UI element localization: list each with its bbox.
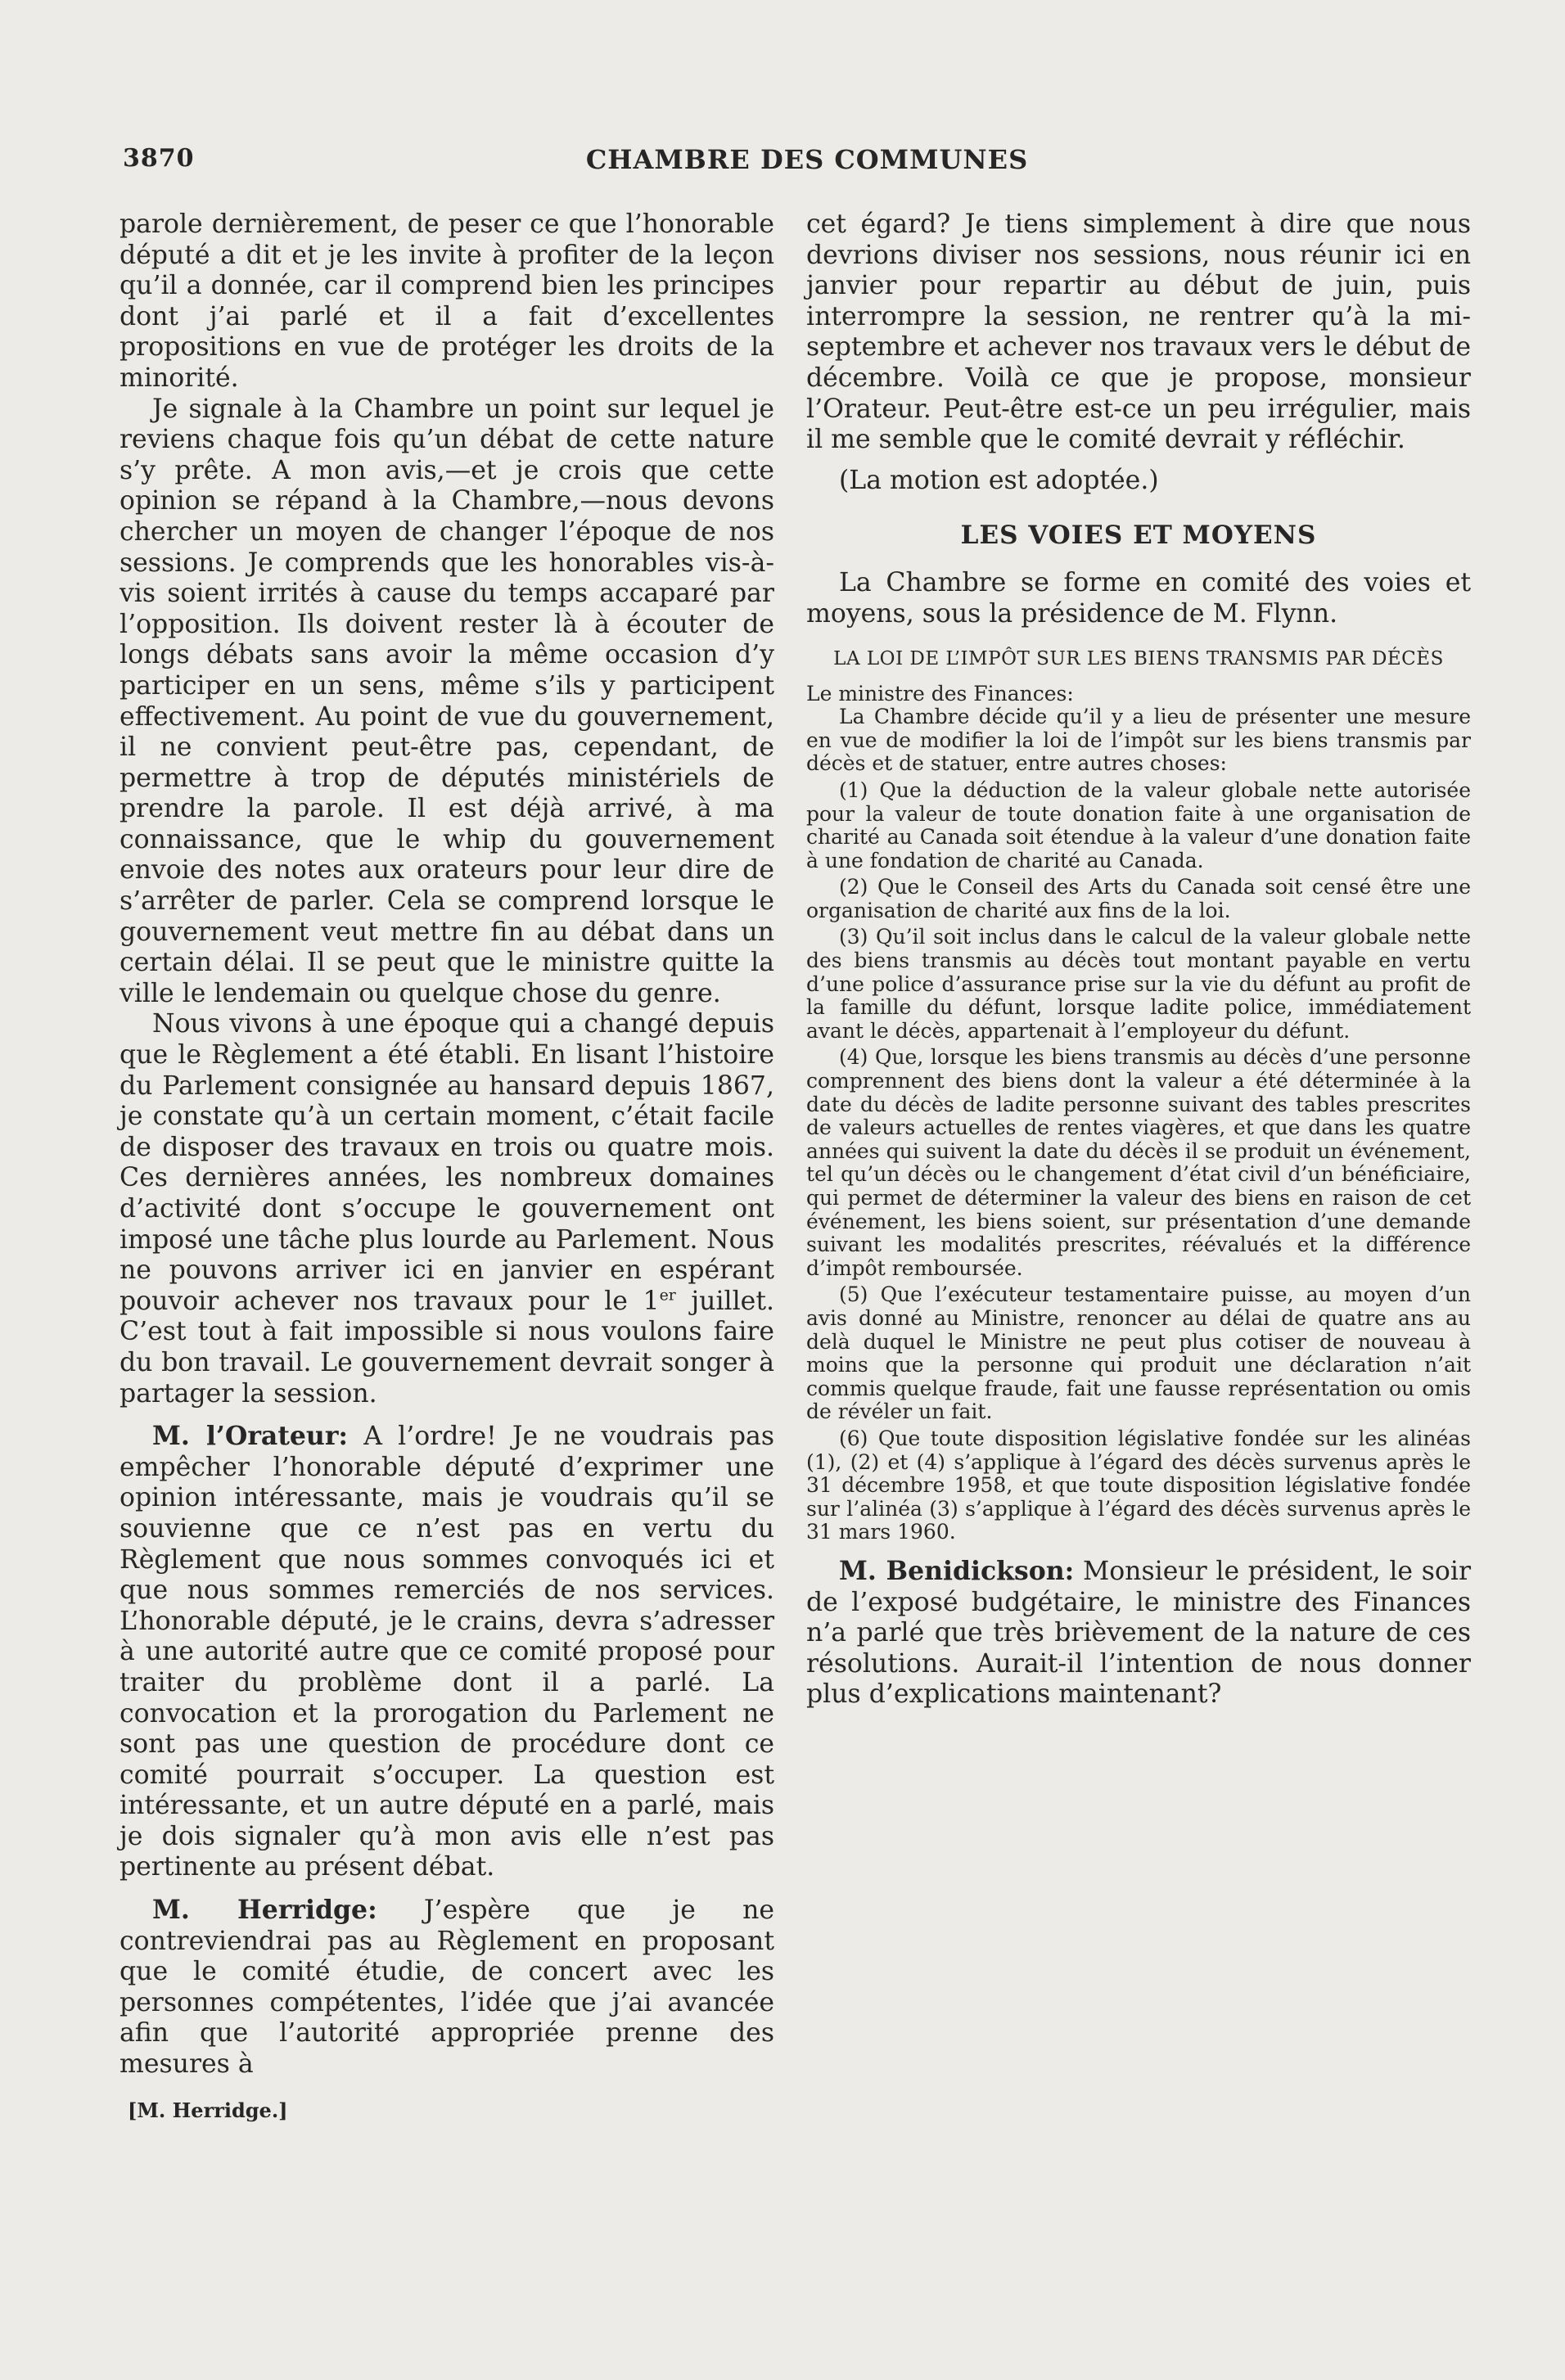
speaker-name: M. l’Orateur: (152, 1421, 349, 1452)
sub-heading: LA LOI DE L’IMPÔT SUR LES BIENS TRANSMIS PAR DÉCÈS (833, 647, 1444, 669)
speech-paragraph (806, 1556, 1471, 1711)
resolution-item: (1) Que la déduction de la valeur globale nette autorisée pour la valeur de toute donation faite à une organisation de charité au Canada soit étendue à la valeur d’une donation faite à une fondation de charité au Canada. (806, 778, 1471, 872)
speech-text: J’espère que je ne contreviendrai pas au Règlement en proposant que le comité étudie, de concert avec les personnes compétentes, l’idée que j’ai avancée afin que l’autorité appropriée prenne des mesures à (120, 1895, 775, 2080)
resolution-intro: La Chambre décide qu’il y a lieu de présenter une mesure en vue de modifier la loi de l’impôt sur les biens transmis par décès et de statuer, entre autres choses: (806, 705, 1471, 776)
paragraph: Je signale à la Chambre un point sur lequel je reviens chaque fois qu’un débat de cette nature s’y prête. A mon avis,—et je crois que cette opinion se répand à la Chambre,—nous devons chercher un moyen de changer l’époque de nos sessions. Je comprends que les honorables vis-à-vis soient irrités à cause du temps accaparé par l’opposition. Ils doivent rester là à écouter de longs débats sans avoir la même occasion d’y participer en un sens, même s’ils y participent effectivement. Au point de vue du gouvernement, il ne convient peut-être pas, cependant, de permettre à trop de députés ministériels de prendre la parole. Il est déjà arrivé, à ma connaissance, que le whip du gouvernement envoie des notes aux orateurs pour leur dire de s’arrêter de parler. Cela se comprend lorsque le gouvernement veut mettre fin au débat dans un certain délai. Il se peut que le ministre quitte la ville le lendemain ou quelque chose du genre. (120, 394, 774, 1008)
resolution-item: (3) Qu’il soit inclus dans le calcul de la valeur globale nette des biens transmis au décès tout montant payable en vertu d’une police d’assurance prise sur la vie du défunt au profit de la famille du défunt, lorsque ladite police, immédiatement avant le décès, appartenait à l’employeur du défunt. (806, 925, 1471, 1043)
speaker-name: M. Benidickson: (839, 1555, 1075, 1586)
minister-label: Le ministre des Finances: (806, 681, 1074, 705)
paragraph: La Chambre se forme en comité des voies et moyens, sous la présidence de M. Flynn. (806, 568, 1471, 629)
section-heading: LES VOIES ET MOYENS (960, 521, 1317, 551)
paragraph-text: Nous vivons à une époque qui a changé depuis que le Règlement a été établi. En lisant l’histoire du Parlement consignée au hansard depuis 1867, je constate qu’à un certain moment, c’était facile de disposer des travaux en trois ou quatre mois. Ces dernières années, les nombreux domaines d’activité dont s’occupe le gouvernement ont imposé une tâche plus lourde au Parlement. Nous ne pouvons arriver ici en janvier en espérant pouvoir achever nos travaux pour le 1 (120, 1009, 774, 1316)
speech-paragraph (120, 1421, 774, 1883)
resolution-block (806, 683, 1471, 1544)
paragraph (120, 1009, 774, 1409)
paragraph-text: juillet. C’est tout à fait impossible si nous voulons faire du bon travail. Le gouvernement devrait songer à partager la session. (120, 1286, 774, 1409)
paragraph: cet égard? Je tiens simplement à dire que nous devrions diviser nos sessions, nous réunir ici en janvier pour repartir au début de juin, puis interrompre la session, ne rentrer qu’à la mi-septembre et achever nos travaux vers le début de décembre. Voilà ce que je propose, monsieur l’Orateur. Peut-être est-ce un peu irrégulier, mais il me semble que le comité devrait y réfléchir. (806, 210, 1471, 455)
resolution-item: (6) Que toute disposition législative fondée sur les alinéas (1), (2) et (4) s’applique à l’égard des décès survenus après le 31 décembre 1958, et que toute disposition législative fondée sur l’alinéa (3) s’applique à l’égard des décès survenus après le 31 mars 1960. (806, 1426, 1471, 1544)
speech-text: Monsieur le président, le soir de l’exposé budgétaire, le ministre des Finances n’a parlé que très brièvement de la nature de ces résolutions. Aurait-il l’intention de nous donner plus d’explications maintenant? (806, 1556, 1471, 1710)
resolution-item: (5) Que l’exécuteur testamentaire puisse, au moyen d’un avis donné au Ministre, renoncer au délai de quatre ans au delà duquel le Ministre ne peut plus cotiser de nouveau à moins que la personne qui produit une déclaration n’ait commis quelque fraude, fait une fausse représentation ou omis de révéler un fait. (806, 1282, 1471, 1424)
right-column (806, 210, 1471, 1711)
speech-paragraph (120, 1895, 774, 2080)
speaker-name: M. Herridge: (152, 1895, 377, 1926)
speaker-attribution: [M. Herridge.] (128, 2098, 288, 2122)
running-header: CHAMBRE DES COMMUNES (585, 144, 1029, 175)
resolution-item: (4) Que, lorsque les biens transmis au décès d’une personne comprennent des biens dont la valeur a été déterminée à la date du décès de ladite personne suivant des tables prescrites de valeurs actuelles de rentes viagères, et que dans les quatre années qui suivent la date du décès il se produit un événement, tel qu’un décès ou le changement d’état civil d’un bénéficiaire, qui permet de déterminer la valeur des biens en raison de cet événement, les biens soient, sur présentation d’une demande suivant les modalités prescrites, réévalués et la différence d’impôt remboursée. (806, 1045, 1471, 1280)
motion-note: (La motion est adoptée.) (839, 465, 1159, 495)
superscript: er (659, 1286, 676, 1305)
resolution-item: (2) Que le Conseil des Arts du Canada soit censé être une organisation de charité aux fins de la loi. (806, 875, 1471, 922)
left-column (120, 210, 774, 2122)
paragraph: parole dernièrement, de peser ce que l’honorable député a dit et je les invite à profiter de la leçon qu’il a donnée, car il comprend bien les principes dont j’ai parlé et il a fait d’excellentes propositions en vue de protéger les droits de la minorité. (120, 210, 774, 393)
page-number: 3870 (123, 144, 195, 173)
speech-text: A l’ordre! Je ne voudrais pas empêcher l’honorable député d’exprimer une opinion intéressante, mais je voudrais qu’il se souvienne que ce n’est pas en vertu du Règlement que nous sommes convoqués ici et que nous sommes remerciés de nos services. L’honorable député, je le crains, devra s’adresser à une autorité autre que ce comité proposé pour traiter du problème dont il a parlé. La convocation et la prorogation du Parlement ne sont pas une question de procédure dont ce comité pourrait s’occuper. La question est intéressante, et un autre député en a parlé, mais je dois signaler qu’à mon avis elle n’est pas pertinente au présent débat. (120, 1422, 774, 1882)
